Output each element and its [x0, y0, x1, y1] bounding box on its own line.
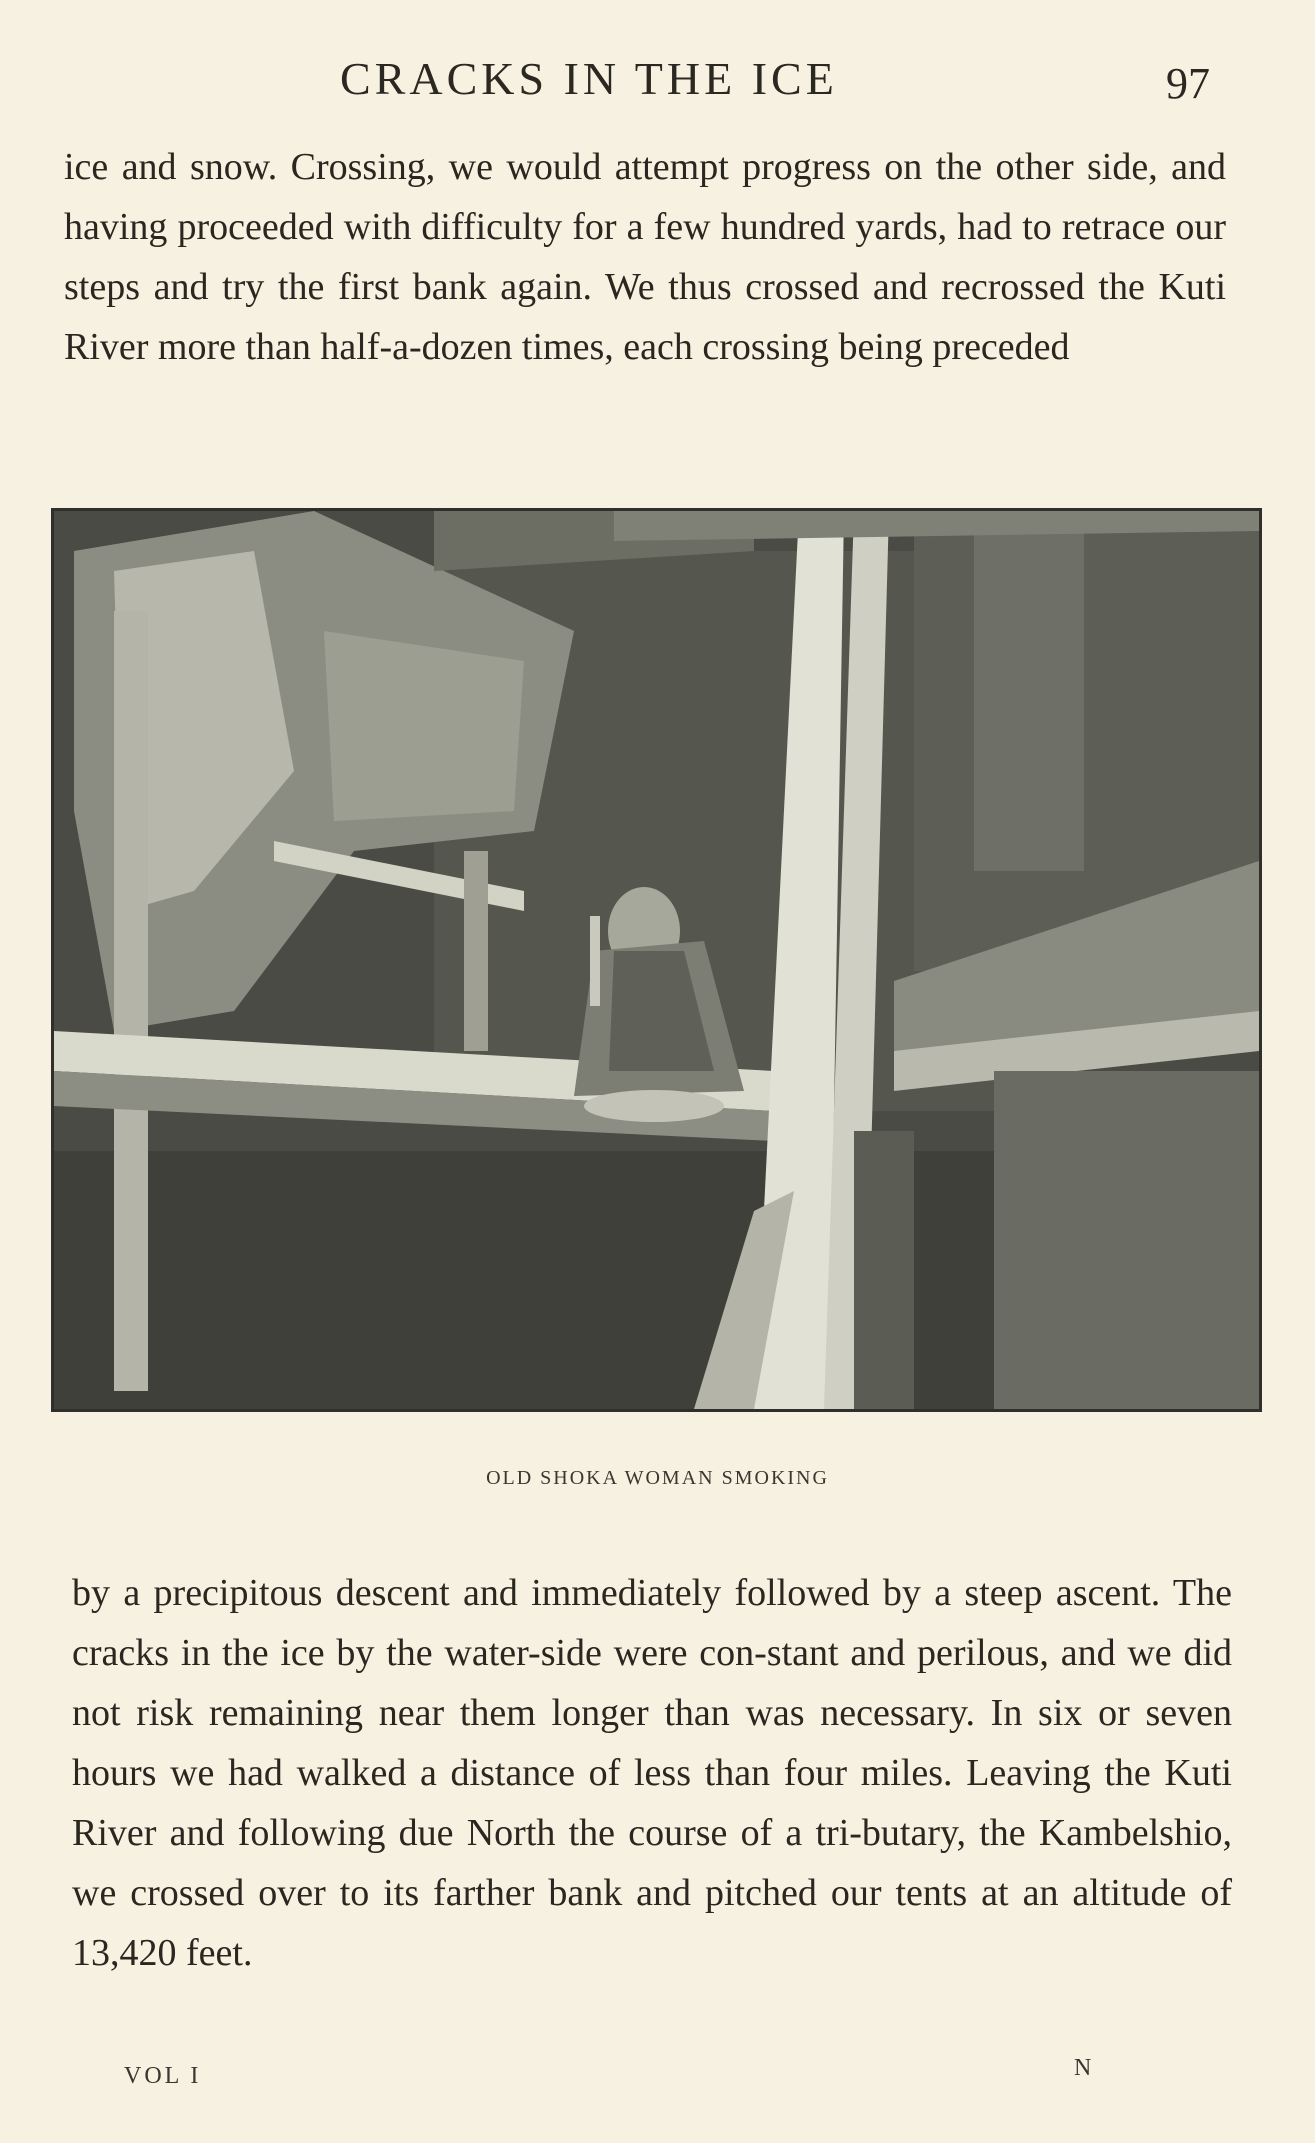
running-title: CRACKS IN THE ICE — [340, 53, 838, 104]
body-paragraph-bottom: by a precipitous descent and immediately followed by a steep ascent. The cracks in the ice by the water-side were con-stant and perilous, and we did not risk remaining near them longer than was necessary. In six or seven hours we had walked a distance of less than four miles. Leaving the Kuti River and following due North the course of a tri-butary, the Kambelshio, we crossed over to its farther bank and pitched our tents at an altitude of 13,420 feet. — [72, 1572, 1232, 1974]
photo-illustration — [54, 511, 1259, 1409]
plate-caption: OLD SHOKA WOMAN SMOKING — [486, 1467, 829, 1489]
page-header — [0, 52, 1315, 112]
sheet-mark: N — [1074, 2055, 1092, 2081]
photo-plate — [51, 508, 1262, 1412]
body-paragraph-top: ice and snow. Crossing, we would attempt progress on the other side, and having proceeded with difficulty for a few hundred yards, had to retrace our steps and try the first bank again. We thus crossed and recrossed the Kuti River more than half-a-dozen times, each crossing being preceded — [64, 146, 1226, 368]
page-number: 97 — [1166, 59, 1210, 108]
volume-signature: VOL I — [124, 2063, 202, 2089]
